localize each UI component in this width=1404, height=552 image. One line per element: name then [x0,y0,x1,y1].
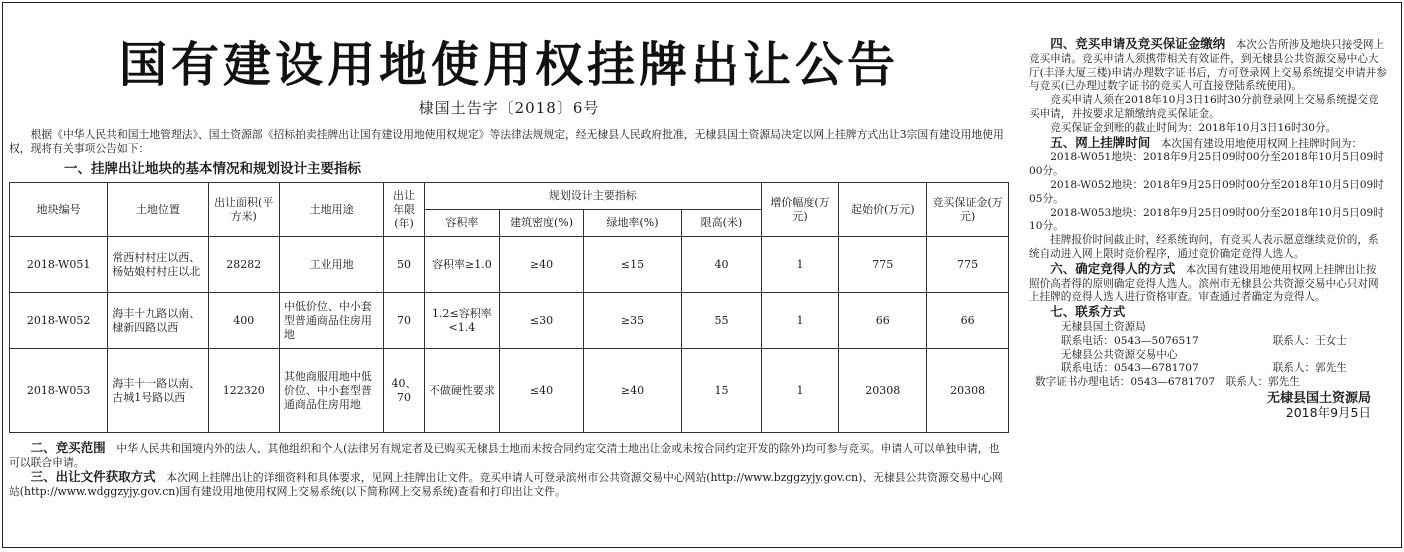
cell-location: 海丰十九路以南、棣新四路以西 [108,293,208,349]
section5-text2: 挂牌报价时间截止时，经系统询问，有竞买人表示愿意继续竞价的，系统自动进入网上限时竞价程序，通过竞价确定竞得人选人。 [1029,234,1379,260]
cert-phone: 数字证书办理电话：0543—6781707 [1035,376,1216,389]
cell-use: 其他商服用地中低价位、中小套型普通商品住房用地 [279,349,383,433]
cell-density: ≥40 [500,237,584,293]
header-green: 绿地率(%) [583,210,681,237]
cell-height: 40 [682,237,762,293]
announcement-page [2,2,1402,548]
cell-term: 50 [384,237,424,293]
header-start: 起始价(万元) [839,183,927,237]
contact-person: 联系人：郭先生 [1272,362,1347,375]
contact-phone: 联系电话：0543—6781707 [1061,362,1199,375]
cell-green: ≥35 [583,293,681,349]
section6-title: 六、确定竞得人的方式 [1050,260,1176,276]
cell-height: 15 [682,349,762,433]
header-use: 土地用途 [279,183,383,237]
list-item: 2018-W052地块：2018年9月25日09时00分至2018年10月5日09时05分。 [1029,178,1384,205]
intro-paragraph: 根据《中华人民共和国土地管理法》、国土资源部《招标拍卖挂牌出让国有建设用地使用权规定》等法律法规规定，经无棣县人民政府批准，无棣县国土资源局决定以网上挂牌方式出让3宗国有建设用地使用权，现将有关事项公告如下： [9,128,1004,155]
cell-location: 海丰十一路以南、古城1号路以西 [108,349,208,433]
cell-use: 工业用地 [279,237,383,293]
cell-parcel: 2018-W051 [10,237,108,293]
cell-area: 400 [208,293,279,349]
section2-title: 二、竞买范围 [30,440,106,455]
contact-org: 无棣县国土资源局 [1061,320,1146,333]
section3-title: 三、出让文件获取方式 [30,469,156,484]
table-header-row [10,183,1009,210]
cell-area: 122320 [208,349,279,433]
header-location: 土地位置 [108,183,208,237]
left-column [9,7,1009,543]
cell-far: 不做硬性要求 [424,349,499,433]
cell-deposit: 775 [927,237,1009,293]
signer: 无棣县国土资源局 [1266,390,1371,406]
cell-density: ≤30 [500,293,584,349]
section2-text: 中华人民共和国境内外的法人、其他组织和个人(法律另有规定者及已购买无棣县土地而未按合同约定交清土地出让金或未按合同约定开发的除外)均可参与竞买。申请人可以单独申请，也可以联合申请。 [9,442,1000,469]
contact-phone: 联系电话：0543—5076517 [1061,334,1199,347]
cell-deposit: 66 [927,293,1009,349]
section5-text: 本次国有建设用地使用权网上挂牌时间为： [1160,137,1363,150]
section4-title: 四、竞买申请及竞买保证金缴纳 [1050,36,1226,51]
section4-text2: 竞买申请人须在2018年10月3日16时30分前登录网上交易系统提交竞买申请，并按要求足额缴纳竞买保证金。 [1029,94,1379,120]
contact-block [1029,321,1387,376]
cell-start: 775 [839,237,927,293]
cell-use: 中低价位、中小套型普通商品住房用地 [279,293,383,349]
cell-green: ≥40 [583,349,681,433]
header-density: 建筑密度(%) [500,210,584,237]
header-plan: 规划设计主要指标 [424,183,761,210]
section6-text: 本次国有建设用地使用权网上挂牌出让按照价高者得的原则确定竞得人选人。滨州市无棣县公共资源交易中心只对网上挂牌的竞得人选人进行资格审查。审查通过者确定为竞得人。 [1029,263,1379,304]
contact-org: 无棣县公共资源交易中心 [1061,348,1178,361]
page-title: 国有建设用地使用权挂牌出让公告 [118,37,899,93]
list-item: 2018-W051地块：2018年9月25日09时00分至2018年10月5日09时00分。 [1029,151,1384,178]
header-term: 出让年限(年) [384,183,424,237]
parcel-table [9,182,1009,433]
cell-far: 1.2≤容积率<1.4 [424,293,499,349]
cell-location: 常西村村庄以西、杨姑娘村村庄以北 [108,237,208,293]
header-deposit: 竞买保证金(万元) [927,183,1009,237]
cell-increment: 1 [761,237,839,293]
cell-term: 40、70 [384,349,424,433]
table-row [10,293,1009,349]
header-increment: 增价幅度(万元) [761,183,839,237]
section3 [9,470,1009,499]
section4-text1: 本次公告所涉及地块只接受网上竞买申请。竞买申请人须携带相关有效证件，到无棣县公共资源交易中心大厅(丰泽大厦三楼)申请办理数字证书后，方可登录网上交易系统提交申请并参与竞买(已办理过数字证书的竞买人可直接登陆系统使用)。 [1029,39,1387,93]
header-parcel: 地块编号 [10,183,108,237]
contact-person: 联系人：王女士 [1272,334,1347,347]
cell-height: 55 [682,293,762,349]
cell-density: ≤40 [500,349,584,433]
header-far: 容积率 [424,210,499,237]
cell-parcel: 2018-W053 [10,349,108,433]
section5-title: 五、网上挂牌时间 [1050,134,1151,150]
cert-person: 联系人：郭先生 [1225,376,1300,389]
cell-parcel: 2018-W052 [10,293,108,349]
cell-deposit: 20308 [927,349,1009,433]
list-item: 2018-W053地块：2018年9月25日09时00分至2018年10月5日09时10分。 [1029,206,1384,233]
cell-green: ≤15 [583,237,681,293]
cell-start: 66 [839,293,927,349]
document-number: 棣国土告字〔2018〕6号 [418,99,600,117]
cell-far: 容积率≥1.0 [424,237,499,293]
right-column [1029,37,1387,541]
section3-text: 本次网上挂牌出让的详细资料和具体要求，见网上挂牌出让文件。竞买申请人可登录滨州市公共资源交易中心网站(http://www.bzggzyjy.gov.cn)、无棣县公共资源交易中心网站(http://www.wdggzyjy.gov.cn)国有建设用地使用权网上交易系统(以下简称网上交易系统)查看和打印出让文件。 [9,471,1003,498]
cell-area: 28282 [208,237,279,293]
section2 [9,441,1009,470]
table-row [10,349,1009,433]
cell-increment: 1 [761,349,839,433]
section7-title: 七、联系方式 [1050,304,1126,320]
section1-title: 一、挂牌出让地块的基本情况和规划设计主要指标 [64,161,361,177]
section4-text3: 竞买保证金到账的截止时间为：2018年10月3日16时30分。 [1050,121,1337,134]
cell-increment: 1 [761,293,839,349]
publish-date: 2018年9月5日 [1285,404,1371,420]
header-area: 出让面积(平方米) [208,183,279,237]
cell-start: 20308 [839,349,927,433]
table-row [10,237,1009,293]
cell-term: 70 [384,293,424,349]
header-height: 限高(米) [682,210,762,237]
